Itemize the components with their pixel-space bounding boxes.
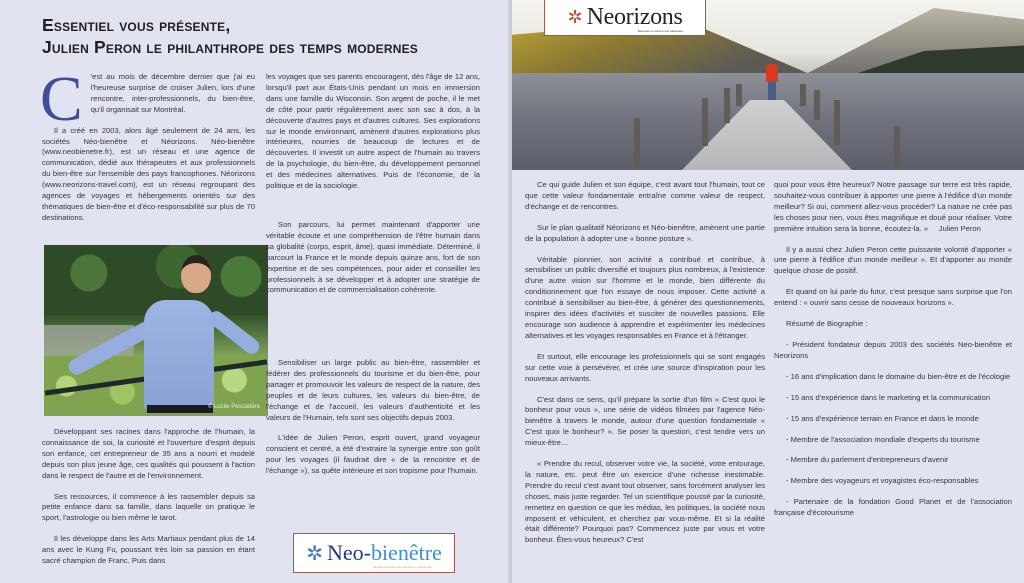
bio-item: - 15 ans d'expérience dans le marketing et la communication — [786, 392, 991, 402]
logo-suffix: bienêtre — [370, 540, 442, 565]
left-column-2-bottom — [266, 358, 480, 487]
left-column-1-bottom — [42, 427, 255, 577]
bio-item: - Membre des voyageurs et voyagistes éco-responsables — [786, 476, 979, 486]
quote-signature: Julien Peron — [938, 223, 981, 233]
paragraph: Il les développe dans les Arts Martiaux pendant plus de 14 ans avec le Kung Fu, poussant très loin sa passion en étant sacré champion de Franc. Puis dans — [42, 534, 255, 566]
flower-icon: ✲ — [306, 542, 323, 565]
photo-credit: © Lucile Pescadère — [207, 404, 260, 410]
neorizons-logo — [544, 0, 706, 36]
paragraph: Véritable pionnier, son activité a contribué et contribue, à sensibiliser un public diversifié et toujours plus nombreux, à l'existence d'une autre vision sur l'homme et le monde, bien différente du conditionnement que l'on essaye de nous imposer. Cette activité a contribué à sensibiliser au bien-être, à générer des questionnements, inspirer des idées d'activités et susciter de nouvelles passions. Elle encourage son audience à apprendre et expérimenter les médecines alternatives et les voyages responsables en France et à l'étranger. — [525, 254, 765, 340]
logo-tagline: Du bien-être dans un monde en mouvement — [373, 565, 432, 569]
intro-text: 'est au mois de décembre dernier que j'ai eu l'heureuse surprise de croiser Julien, lors d'une rencontre, inter-professionnels, du bien-être, qu'il organisait sur Montréal. — [90, 72, 255, 114]
person-figure — [766, 64, 778, 102]
right-column-1 — [525, 180, 765, 556]
paragraph: C'est dans ce sens, qu'il prépare la sortie d'un film « C'est quoi le bonheur pour vous », une série de vidéos filmées par l'agence Néo-bienêtre à travers le monde, autour d'une question fondamentale « C'est quoi le bonheur? ». Se poser la question, c'est tendre vers un mieux-être… — [525, 394, 765, 448]
right-page — [512, 0, 1024, 583]
drop-cap: C — [40, 63, 83, 134]
logo-tagline: Devenez un sens à vos vacances... — [637, 29, 685, 33]
paragraph: Développant ses racines dans l'approche de l'humain, la connaissance de soi, la curiosité et l'ouverture d'esprit depuis son enfance, cet entrepreneur de 35 ans a nourri et modelé depuis son plus jeune âge, ces qualités qui poussent à l'action dans le respect de l'autre et de l'environnement. — [42, 427, 255, 480]
paragraph: Son parcours, lui permet maintenant d'apporter une véritable écoute et une compréhension de l'être humain dans sa globalité (corps, esprit, âme), quasi immédiate. Déterminé, il parcourt la France et le monde depuis quinze ans, fort de son expertise et de ses compétences, pour aider et conseiller les professionnels à se développer et à adopter une stratégie de communication et de commercialisation cohérente. — [266, 220, 480, 295]
paragraph: Et surtout, elle encourage les professionnels qui se sont engagés sur cette voie à persévérer, et crée une source d'inspiration pour les nouveaux arrivants. — [525, 351, 765, 383]
bio-item: - Membre du parlement d'entrepreneurs d'avenir — [786, 455, 949, 465]
bio-item: - Président fondateur depuis 2003 des sociétés Neo-bienêtre et Neorizons — [774, 339, 1012, 360]
quote-paragraph: « Prendre du recul, observer votre vie, la société, votre entourage, la nature, etc. peut être un exercice d'une richesse inestimable. Prendre du recul c'est avant tout observer, sans forcément analyser les choses, mais juste regarder. Tel un scientifique poussé par la curiosité, remettez en question ce que les médias, les politiques, la société nous imposent et véhiculent, et cherchez par vous-même. Et si la réalité était différente? Pourquoi pas? Commencez juste par vous et votre bonheur. Êtes-vous heureux? C'est — [525, 459, 765, 545]
intro-paragraph — [40, 63, 255, 134]
right-column-2 — [774, 180, 1012, 529]
left-column-1 — [40, 63, 255, 234]
paragraph: les voyages que ses parents encouragent, dès l'âge de 12 ans, lorsqu'il part aux États-Unis pendant un mois en immersion dans une famille du Wisconsin. Son argent de poche, il le met de côté pour partir régulièrement avec son sac à dos, à la découverte d'autres pays et d'autres cultures. Ses explorations sur le monde environnant, amènent d'autres explorations plus intérieures, nourries de beaucoup de lectures et de découvertes. Il investit un autre aspect de l'humain au travers de la psychologie, du bien-être, du développement personnel et des médecines alternatives. Puis de l'économie, de la politique et de la sociologie. — [266, 72, 480, 191]
title-line-1: Essentiel vous présente, — [42, 15, 231, 35]
title-line-2: Julien Peron le philanthrope des temps modernes — [42, 37, 419, 57]
bio-item: - 15 ans d'expérience terrain en France et dans le monde — [786, 413, 979, 423]
logo-prefix: Neo- — [326, 540, 371, 565]
paragraph: L'idée de Julien Peron, esprit ouvert, grand voyageur conscient et centré, a été d'extraire la synergie entre son goût pour les voyages (il faudrait dire « de la rencontre et de l'échange »), sa quête intérieure et son tropisme pour l'humain. — [266, 433, 480, 476]
flower-icon: ✲ — [567, 7, 583, 27]
quote-continued — [774, 180, 1012, 235]
paragraph: Ses ressources, il commence à les rassembler depuis sa petite enfance dans sa famille, dans laquelle on pratique le sport, l'astrologie ou bien même le tarot. — [42, 491, 255, 523]
paragraph: Sensibiliser un large public au bien-être, rassembler et fédérer des professionnels du tourisme et du bien-être, pour partager et promouvoir les valeurs de respect de la nature, des peuples et de leurs cultures, les valeurs du bien-être, de l'échange et de l'accueil, les valeurs d'authenticité et les valeurs de l'Humain, tels sont ses objectifs depuis 2003. — [266, 358, 480, 422]
bio-item: - Membre de l'association mondiale d'experts du tourisme — [786, 434, 980, 444]
article-title — [42, 14, 418, 58]
paragraph: Il y a aussi chez Julien Peron cette puissante volonté d'apporter « une pierre à l'édifice d'un monde meilleur ». Et d'apporter au monde quelque chose de positif. — [774, 244, 1012, 276]
paragraph: Sur le plan qualitatif Néorizons et Néo-bienêtre, amènent une partie de la population à adopter une « bonne posture ». — [525, 222, 765, 243]
julien-peron-photo — [44, 245, 268, 416]
paragraph: Ce qui guide Julien et son équipe, c'est avant tout l'humain, tout ce que cette valeur fondamentale entraîne comme valeur de respect, d'échange et de rencontres. — [525, 180, 765, 211]
logo-word: Neorizons — [586, 4, 683, 30]
left-column-2-mid — [266, 220, 480, 306]
quote-text: quoi pour vous être heureux? Notre passage sur terre est très rapide, souhaitez-vous contribuer à apporter une pierre à l'édifice d'un monde meilleur? Si oui, comment allez-vous procéder? La nature ne crée pas les choses pour rien, vous êtes magnifique et doué pour réaliser. Votre première intuition sera la bonne, écoutez-la. » — [774, 180, 1012, 233]
neo-bienetre-logo — [293, 533, 455, 573]
bio-item: - 16 ans d'implication dans le domaine du bien-être et de l'écologie — [786, 371, 1011, 381]
biography-heading: Résumé de Biographie : — [786, 319, 868, 329]
bio-item: - Partenaire de la fondation Good Planet et de l'association française d'écotourisme — [774, 497, 1012, 518]
paragraph: Et quand on lui parle du futur, c'est presque sans surprise que l'on entend : « ouvrir sans cesse de nouveaux horizons ». — [774, 287, 1012, 308]
left-column-2-top — [266, 72, 480, 202]
paragraph: Il a créé en 2003, alors âgé seulement de 24 ans, les sociétés Néo-bienêtre et Néorizons. Néo-bienêtre (www.neobienetre.fr), est un réseau et une agence de communication, dédié aux thérapeutes et aux professionnels du bien-être sur l'ensemble des pays francophones. Néorizons (www.neorizons-travel.com), est un réseau regroupant des agences de voyages et hébergements orientés sur des thématiques de bien-être et d'éco-responsabilité sur plus de 70 destinations. — [42, 125, 255, 222]
